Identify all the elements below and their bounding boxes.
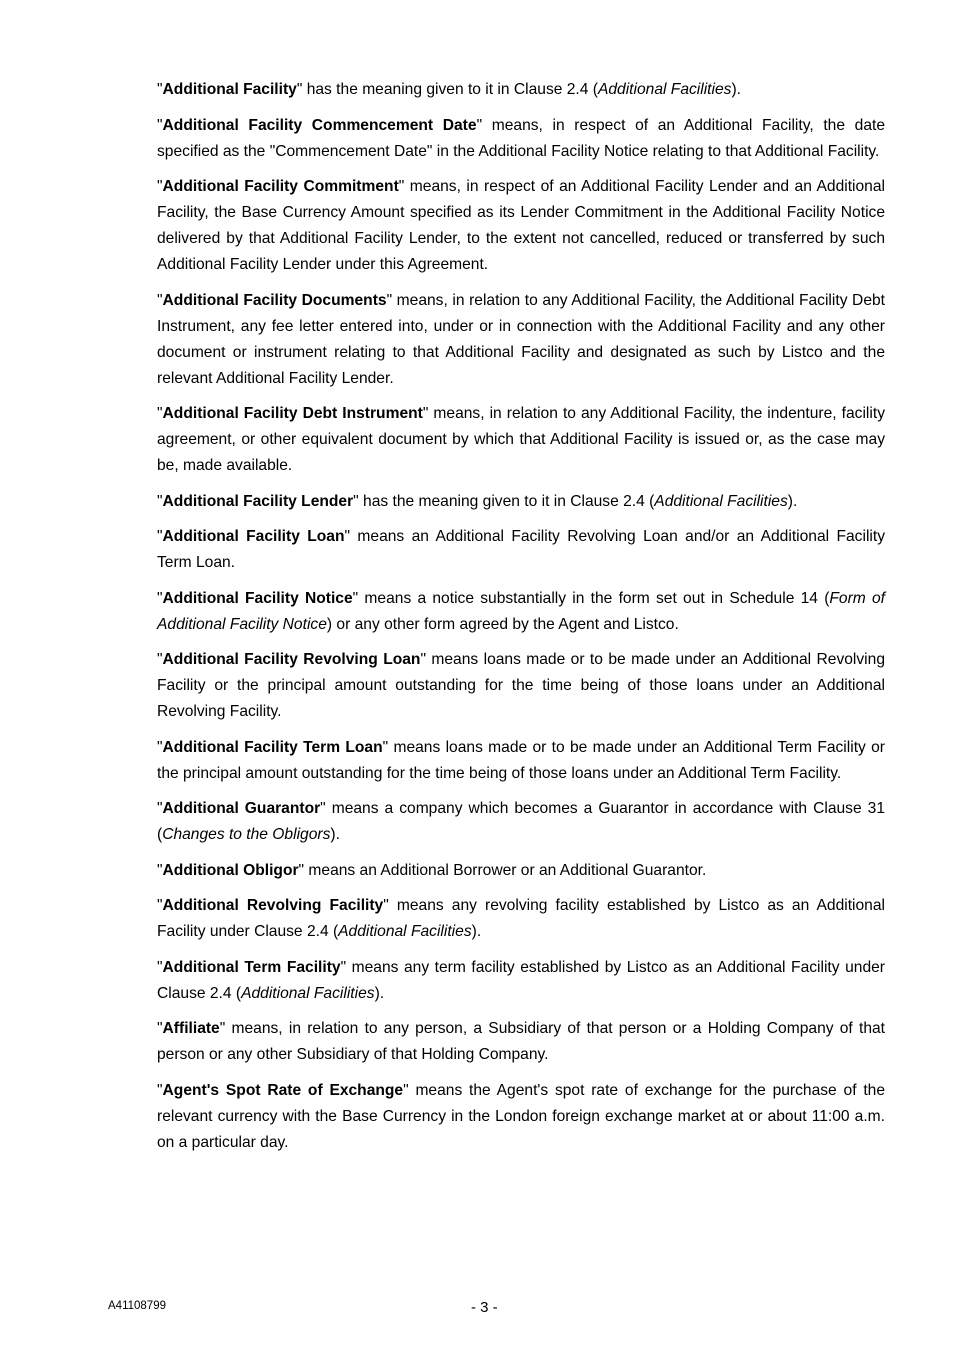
definition-text: " has the meaning given to it in Clause 2.4 ( — [353, 492, 655, 510]
open-quote: " — [157, 528, 163, 545]
open-quote: " — [157, 651, 163, 668]
definition-paragraph — [157, 796, 885, 848]
definition-paragraph — [157, 401, 885, 479]
defined-term: Additional Facility Lender — [162, 492, 354, 510]
definition-text: " has the meaning given to it in Clause 2.4 ( — [296, 81, 598, 98]
defined-term: Additional Facility — [162, 81, 297, 98]
definition-paragraph — [157, 489, 885, 515]
definition-text: " means the Agent's spot rate of exchange for the purchase of the relevant currency with the Base Currency in the London foreign exchange market at or about 11:00 a.m. on a particular day. — [157, 1081, 885, 1151]
defined-term: Additional Facility Commitment — [162, 178, 399, 195]
defined-term: Additional Facility Documents — [162, 291, 387, 309]
definition-text: " means loans made or to be made under an Additional Term Facility or the principal amount outstanding for the time being of those loans under an Additional Term Facility. — [157, 738, 885, 782]
definition-paragraph — [157, 955, 885, 1007]
document-reference: A41108799 — [108, 1300, 166, 1312]
open-quote: " — [157, 81, 163, 98]
open-quote: " — [157, 861, 163, 879]
definition-paragraph — [157, 586, 885, 638]
defined-term: Affiliate — [162, 1020, 220, 1037]
definition-paragraph — [157, 77, 885, 103]
clause-reference: Additional Facilities — [241, 984, 375, 1002]
definition-paragraph — [157, 735, 885, 787]
open-quote: " — [157, 800, 163, 817]
definition-text: " means any term facility established by Listco as an Additional Facility under Clause 2.4 ( — [157, 958, 885, 1002]
page-number: - 3 - — [471, 1299, 498, 1316]
clause-reference: Additional Facilities — [597, 81, 732, 98]
definition-text: " means loans made or to be made under an Additional Revolving Facility or the principal amount outstanding for the time being of those loans under an Additional Revolving Facility. — [157, 651, 885, 720]
definition-text-end: ). — [330, 826, 340, 843]
defined-term: Additional Obligor — [162, 861, 299, 879]
open-quote: " — [157, 897, 163, 914]
definition-paragraph — [157, 524, 885, 576]
definition-text-end: ). — [787, 492, 798, 510]
definition-paragraph — [157, 647, 885, 725]
open-quote: " — [157, 405, 163, 422]
definition-text-end: ). — [374, 984, 385, 1002]
defined-term: Additional Revolving Facility — [162, 897, 384, 914]
definition-text-end: ) or any other form agreed by the Agent and Listco. — [326, 615, 679, 633]
clause-reference: Additional Facilities — [654, 492, 788, 510]
defined-term: Additional Facility Revolving Loan — [162, 651, 421, 668]
open-quote: " — [157, 589, 163, 607]
defined-term: Agent's Spot Rate of Exchange — [162, 1081, 404, 1099]
definition-text: " means, in respect of an Additional Facility, the date specified as the "Commencement Date" in the Additional Facility Notice relating to that Additional Facility. — [157, 116, 885, 160]
defined-term: Additional Term Facility — [162, 958, 341, 976]
defined-term: Additional Facility Debt Instrument — [162, 405, 423, 422]
definition-text: " means, in respect of an Additional Facility Lender and an Additional Facility, the Base Currency Amount specified as its Lender Commitment in the Additional Facility Notice delivered by that Additional Facility Lender, to the extent not cancelled, reduced or transferred by such Additional Facility Lender under this Agreement. — [157, 178, 885, 273]
definition-text-end: ). — [471, 923, 482, 940]
definition-text: " means a company which becomes a Guarantor in accordance with Clause 31 ( — [157, 800, 886, 843]
definition-text: " means, in relation to any Additional Facility, the Additional Facility Debt Instrument, any fee letter entered into, under or in connection with the Additional Facility and any other document or instrument relating to that Additional Facility and designated as such by Listco and the relevant Additional Facility Lender. — [157, 291, 885, 387]
definition-paragraph — [157, 174, 885, 278]
definition-paragraph — [157, 893, 885, 945]
open-quote: " — [157, 116, 163, 134]
clause-reference: Form of Additional Facility Notice — [157, 589, 886, 633]
open-quote: " — [157, 178, 163, 195]
open-quote: " — [157, 1081, 163, 1099]
clause-reference: Changes to the Obligors — [162, 826, 331, 843]
definition-paragraph — [157, 1016, 885, 1068]
definition-paragraph — [157, 1078, 885, 1156]
definition-paragraph — [157, 113, 885, 165]
defined-term: Additional Guarantor — [162, 800, 321, 817]
open-quote: " — [157, 738, 163, 756]
clause-reference: Additional Facilities — [338, 923, 472, 940]
open-quote: " — [157, 492, 163, 510]
definition-text: " means an Additional Borrower or an Additional Guarantor. — [298, 861, 707, 879]
defined-term: Additional Facility Loan — [162, 528, 345, 545]
defined-term: Additional Facility Term Loan — [162, 738, 383, 756]
open-quote: " — [157, 291, 163, 309]
defined-term: Additional Facility Commencement Date — [162, 116, 477, 134]
definition-text-end: ). — [731, 81, 741, 98]
definition-text: " means, in relation to any Additional Facility, the indenture, facility agreement, or other equivalent document by which that Additional Facility is issued or, as the case may be, made available. — [157, 405, 885, 474]
open-quote: " — [157, 1020, 163, 1037]
defined-term: Additional Facility Notice — [162, 589, 353, 607]
definition-text: " means any revolving facility established by Listco as an Additional Facility under Clause 2.4 ( — [157, 897, 885, 940]
definition-text: " means, in relation to any person, a Subsidiary of that person or a Holding Company of that person or any other Subsidiary of that Holding Company. — [157, 1020, 885, 1063]
definition-text: " means an Additional Facility Revolving Loan and/or an Additional Facility Term Loan. — [157, 528, 885, 571]
definition-text: " means a notice substantially in the form set out in Schedule 14 ( — [352, 589, 830, 607]
definition-paragraph — [157, 858, 885, 884]
definitions-list — [157, 77, 885, 1165]
open-quote: " — [157, 958, 163, 976]
definition-paragraph — [157, 288, 885, 392]
